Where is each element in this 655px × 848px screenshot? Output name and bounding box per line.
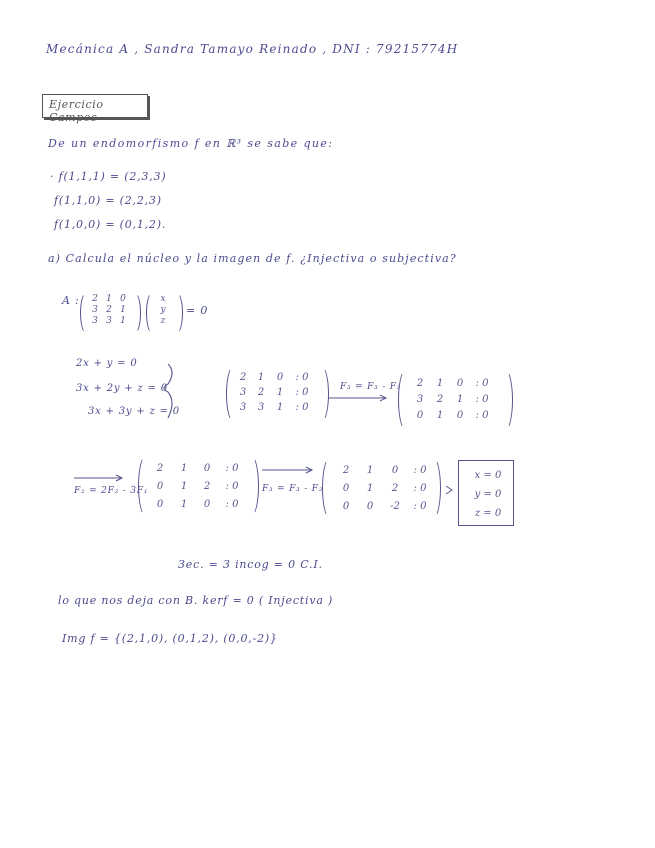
cell: 2 [416,378,424,389]
statement-intro: De un endomorfismo f en ℝ³ se sabe que: [48,137,334,150]
cell: 0 [156,481,164,492]
cell: 2 [436,394,444,405]
row-op-3: F₃ = F₃ - F₂ [262,484,324,494]
cell: 1 [366,483,374,494]
cell: 3 [239,387,247,398]
cell: 1 [276,387,284,398]
condition-2: f(1,1,0) = (2,2,3) [54,194,162,207]
vec-y: y [160,305,166,315]
cell: 0 [342,483,350,494]
cell: 0 [456,378,464,389]
cell: 0 [156,499,164,510]
condition-3: f(1,0,0) = (0,1,2). [54,218,167,231]
cell: : 0 [475,394,489,405]
vec-x: x [160,294,166,304]
a21: 3 [92,305,98,315]
cell: 1 [257,372,265,383]
question-a: a) Calcula el núcleo y la imagen de f. ¿Injectiva o subjectiva? [48,252,457,265]
matrix-label: A : [62,294,80,307]
cell: 0 [366,501,374,512]
cell: 1 [180,499,188,510]
a31: 3 [92,316,98,326]
a12: 1 [106,294,112,304]
cell: 2 [156,463,164,474]
cell: 1 [366,465,374,476]
system-eq-3: 3x + 3y + z = 0 [88,406,180,417]
cell: : 0 [413,465,427,476]
cell: 1 [456,394,464,405]
cell: 2 [342,465,350,476]
matrix-rhs: = 0 [186,304,209,317]
solution-x: x = 0 [474,470,502,481]
cell: 2 [391,483,399,494]
solution-z: z = 0 [474,508,502,519]
a32: 3 [106,316,112,326]
a13: 0 [120,294,126,304]
system-eq-2: 3x + 2y + z = 0 [76,383,168,394]
cell: 0 [391,465,399,476]
cell: 1 [180,481,188,492]
cell: 0 [342,501,350,512]
cell: 3 [416,394,424,405]
cell: 0 [203,463,211,474]
cell: : 0 [475,410,489,421]
rank-note: 3ec. = 3 incog = 0 C.I. [178,558,323,571]
cell: 1 [436,410,444,421]
cell: : 0 [475,378,489,389]
cell: 1 [276,402,284,413]
cell: 0 [416,410,424,421]
row-op-2: F₂ = 2F₂ - 3F₁ [74,486,149,496]
vec-z: z [160,316,166,326]
cell: 2 [239,372,247,383]
cell: 0 [276,372,284,383]
cell: : 0 [225,499,239,510]
cell: 0 [203,499,211,510]
cell: 1 [436,378,444,389]
kernel-note: lo que nos deja con B. kerf = 0 ( Injectiva ) [58,594,334,607]
cell: : 0 [225,481,239,492]
system-brace [164,364,172,418]
cell: : 0 [413,501,427,512]
a22: 2 [106,305,112,315]
cell: 2 [257,387,265,398]
cell: -2 [390,501,400,512]
cell: : 0 [295,387,309,398]
cell: 2 [203,481,211,492]
cell: 3 [257,402,265,413]
a23: 1 [120,305,126,315]
a11: 2 [92,294,98,304]
solution-y: y = 0 [474,489,502,500]
a33: 1 [120,316,126,326]
condition-1: · f(1,1,1) = (2,3,3) [50,170,167,183]
cell: : 0 [295,402,309,413]
image-set: Img f = {(2,1,0), (0,1,2), (0,0,-2)} [62,632,278,645]
section-title: Ejercicio Campos [49,98,104,124]
system-eq-1: 2x + y = 0 [76,358,138,369]
cell: 3 [239,402,247,413]
cell: 1 [180,463,188,474]
cell: 0 [456,410,464,421]
row-op-1: F₃ = F₃ - F₂ [340,382,402,392]
cell: : 0 [413,483,427,494]
cell: : 0 [225,463,239,474]
cell: : 0 [295,372,309,383]
implies-mark [446,486,452,494]
header-line: Mecánica A , Sandra Tamayo Reinado , DNI : 79215774H [46,42,459,56]
